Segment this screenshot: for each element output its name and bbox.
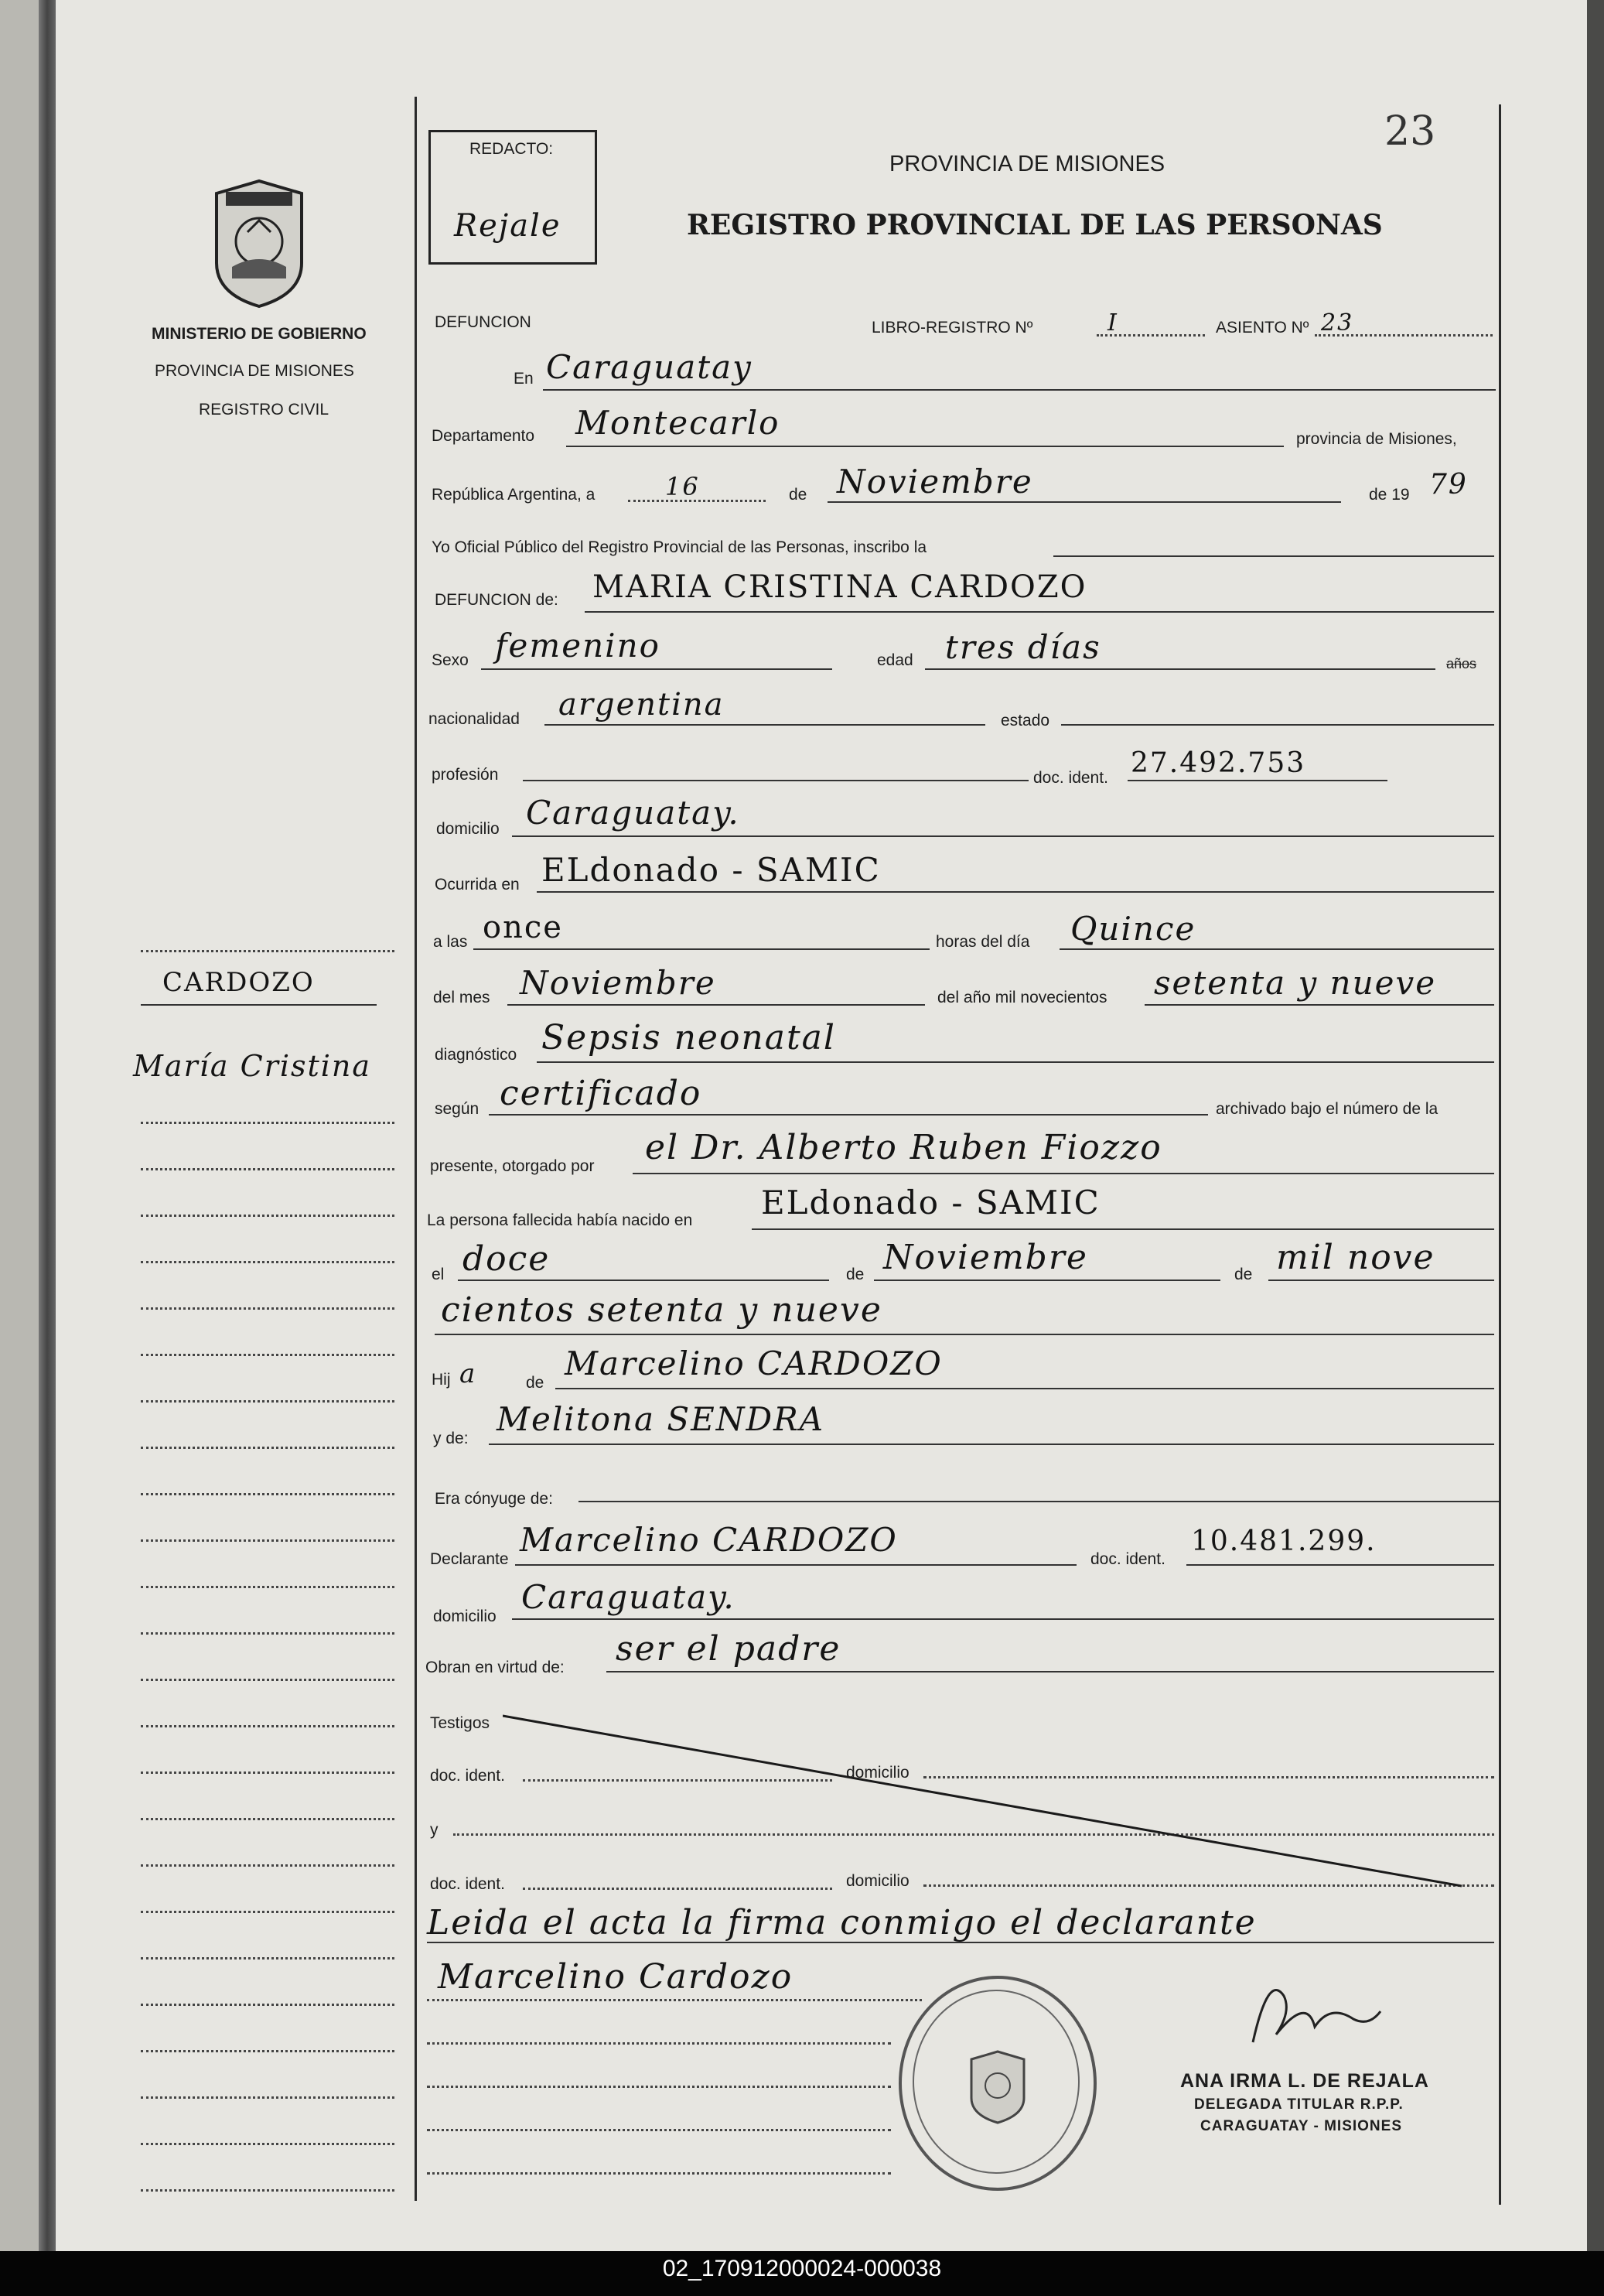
margin-dotted-line (141, 2004, 394, 2006)
dotted-line (427, 1999, 922, 2001)
value-ocurrida: ELdonado - SAMIC (541, 851, 881, 889)
rule-nac-ano2 (435, 1334, 1494, 1335)
label-decl-dom: domicilio (433, 1608, 497, 1625)
margin-dotted-line (141, 1632, 394, 1635)
label-de: de (789, 486, 807, 504)
image-caption: 02_170912000024-000038 (662, 2256, 942, 2281)
rule-mes (828, 501, 1341, 503)
value-hij-suffix: a (459, 1358, 477, 1389)
label-defuncion-head: DEFUNCION (435, 313, 531, 331)
rule-doc-ident (1128, 780, 1387, 781)
rule-segun (489, 1114, 1208, 1116)
rule-dia-letras (1060, 948, 1494, 950)
rule-nacido-en (752, 1228, 1494, 1230)
value-nombre: MARIA CRISTINA CARDOZO (592, 569, 1087, 605)
margin-dotted-line (141, 1354, 394, 1356)
label-diagnostico: diagnóstico (435, 1046, 517, 1064)
label-de-padre: de (526, 1374, 544, 1392)
value-doc-ident: 27.492.753 (1131, 747, 1306, 779)
label-el: el (432, 1266, 445, 1283)
margin-dotted-line (141, 2189, 394, 2192)
rule-nac-ano1 (1268, 1280, 1494, 1281)
label-edad: edad (877, 651, 913, 669)
margin-dotted-line (141, 1539, 394, 1542)
seal-crest-icon (967, 2050, 1029, 2124)
value-nac-ano2: cientos setenta y nueve (441, 1290, 882, 1330)
label-obran: Obran en virtud de: (425, 1659, 565, 1676)
ministry-line1: MINISTERIO DE GOBIERNO (152, 325, 367, 343)
rule-ocurrida (537, 891, 1494, 893)
label-testigo2-doc: doc. ident. (430, 1875, 505, 1893)
rule-obran (606, 1671, 1494, 1672)
rule-conyuge (578, 1501, 1499, 1502)
value-nac-mes: Noviembre (883, 1238, 1088, 1277)
margin-dotted-line (141, 1168, 394, 1170)
rule-yo-oficial (1053, 555, 1494, 557)
value-cierre: Leida el acta la firma conmigo el declarante (427, 1903, 1257, 1942)
label-de-nac: de (846, 1266, 865, 1283)
rule-mes-fall (507, 1004, 925, 1006)
value-sexo: femenino (495, 627, 660, 665)
value-segun: certificado (500, 1074, 702, 1113)
ministry-line2: PROVINCIA DE MISIONES (155, 362, 354, 380)
margin-underline (141, 1004, 377, 1006)
rule-madre (489, 1444, 1494, 1445)
label-republica: República Argentina, a (432, 486, 596, 504)
redacto-label: REDACTO: (469, 140, 554, 158)
label-hij: Hij (432, 1371, 451, 1389)
label-defuncion-de: DEFUNCION de: (435, 591, 558, 609)
label-doc-ident: doc. ident. (1033, 769, 1108, 787)
label-domicilio: domicilio (436, 820, 500, 838)
margin-dotted-line (141, 2050, 394, 2052)
rule-edad (925, 668, 1435, 670)
value-madre: Melitona SENDRA (497, 1400, 825, 1438)
rule-ano-fall (1145, 1004, 1494, 1006)
value-ano-fall: setenta y nueve (1154, 964, 1437, 1002)
label-testigo1-dom: domicilio (846, 1764, 910, 1782)
dotted-line (1097, 334, 1205, 337)
left-page-edge (0, 0, 39, 2251)
book-binding (39, 0, 56, 2251)
value-dia-letras: Quince (1070, 910, 1196, 948)
label-declarante: Declarante (430, 1550, 509, 1568)
value-nac-dia: doce (462, 1239, 551, 1279)
margin-dotted-line (141, 1679, 394, 1681)
rule-sexo (481, 668, 832, 670)
label-ocurrida: Ocurrida en (435, 876, 520, 893)
value-nacionalidad: argentina (558, 687, 725, 723)
signatory-name: ANA IRMA L. DE REJALA (1180, 2070, 1429, 2092)
label-del-ano: del año mil novecientos (937, 989, 1107, 1006)
dotted-line (427, 2086, 891, 2088)
value-medico: el Dr. Alberto Ruben Fiozzo (645, 1128, 1162, 1167)
label-libro: LIBRO-REGISTRO Nº (872, 319, 1033, 337)
label-segun: según (435, 1100, 479, 1118)
label-a-las: a las (433, 933, 468, 951)
margin-dotted-line (141, 1400, 394, 1403)
label-testigos: Testigos (430, 1714, 490, 1732)
signatory-title: DELEGADA TITULAR R.P.P. (1194, 2096, 1404, 2113)
margin-given-name: María Cristina (133, 1049, 372, 1083)
label-presente: presente, otorgado por (430, 1157, 595, 1175)
dotted-line (628, 500, 766, 502)
ministry-line3: REGISTRO CIVIL (199, 401, 329, 419)
rule-nac-dia (458, 1280, 829, 1281)
value-mes-fall: Noviembre (520, 964, 716, 1002)
strike-through-line (503, 1710, 1469, 1895)
rule-medico (633, 1173, 1494, 1174)
official-seal (899, 1976, 1097, 2191)
value-nac-ano1: mil nove (1276, 1238, 1435, 1277)
rule-profesion (523, 780, 1029, 781)
page-number: 23 (1384, 108, 1436, 155)
margin-dotted-line (141, 1957, 394, 1959)
label-testigo2-dom: domicilio (846, 1872, 910, 1890)
rule-diagnostico (537, 1061, 1494, 1063)
label-nacionalidad: nacionalidad (428, 710, 520, 728)
label-y-de: y de: (433, 1430, 469, 1447)
label-provincia: provincia de Misiones, (1296, 430, 1457, 448)
value-declarante: Marcelino CARDOZO (520, 1521, 898, 1559)
right-border-line (1499, 104, 1501, 2205)
value-en: Caraguatay (546, 348, 753, 386)
redacto-value: Rejale (454, 208, 561, 244)
signatory-place: CARAGUATAY - MISIONES (1200, 2118, 1402, 2134)
rule-nacionalidad (544, 724, 985, 726)
rule-cierre (427, 1942, 1494, 1943)
value-departamento: Montecarlo (575, 404, 780, 442)
label-departamento: Departamento (432, 427, 535, 445)
label-nacido: La persona fallecida había nacido en (427, 1211, 693, 1229)
rule-en (543, 389, 1496, 391)
margin-dotted-line (141, 1447, 394, 1449)
rule-estado (1061, 724, 1494, 726)
header-title: REGISTRO PROVINCIAL DE LAS PERSONAS (687, 209, 1383, 241)
value-mes: Noviembre (837, 463, 1033, 501)
rule-domicilio (512, 835, 1494, 837)
label-conyuge: Era cónyuge de: (435, 1490, 553, 1508)
margin-dotted-line (141, 1122, 394, 1124)
label-estado: estado (1001, 712, 1050, 729)
value-decl-dom: Caraguatay. (521, 1578, 735, 1616)
label-del-mes: del mes (433, 989, 490, 1006)
label-sexo: Sexo (432, 651, 469, 669)
value-obran: ser el padre (616, 1629, 841, 1669)
rule-declarante (515, 1564, 1077, 1566)
label-testigo1-doc: doc. ident. (430, 1767, 505, 1785)
label-en: En (514, 370, 534, 388)
header-province: PROVINCIA DE MISIONES (889, 152, 1165, 176)
label-anos: años (1446, 656, 1477, 671)
label-decl-doc: doc. ident. (1090, 1550, 1165, 1568)
label-asiento: ASIENTO Nº (1216, 319, 1309, 337)
value-diagnostico: Sepsis neonatal (541, 1018, 836, 1057)
rule-nac-mes (874, 1280, 1220, 1281)
margin-dotted-line (141, 1215, 394, 1217)
province-crest-icon (209, 178, 309, 311)
value-decl-doc: 10.481.299. (1191, 1526, 1377, 1557)
value-hora: once (483, 910, 563, 945)
label-archivado: archivado bajo el número de la (1216, 1100, 1438, 1118)
value-domicilio: Caraguatay. (526, 794, 740, 832)
official-signature-icon (1237, 1965, 1392, 2065)
value-nacido-en: ELdonado - SAMIC (761, 1184, 1101, 1221)
margin-dotted-line (141, 1818, 394, 1820)
margin-surname: CARDOZO (162, 967, 315, 998)
rule-departamento (566, 446, 1284, 447)
value-firma-declarante: Marcelino Cardozo (438, 1957, 793, 1997)
label-y: y (430, 1821, 439, 1839)
rule-decl-doc (1186, 1564, 1494, 1566)
value-ano: 79 (1429, 469, 1468, 501)
label-de19: de 19 (1369, 486, 1410, 504)
dotted-line (427, 2172, 891, 2175)
value-libro: I (1107, 309, 1118, 337)
dotted-line (1315, 334, 1493, 337)
value-edad: tres días (945, 628, 1101, 666)
margin-dotted-line (141, 1261, 394, 1263)
label-de-nac-ano: de (1234, 1266, 1253, 1283)
margin-dotted-line (141, 1772, 394, 1774)
value-asiento: 23 (1321, 309, 1354, 337)
rule-hora (473, 948, 930, 950)
margin-dotted-line (141, 1307, 394, 1310)
rule-decl-dom (512, 1618, 1494, 1620)
margin-dotted-line (141, 2143, 394, 2145)
dotted-line (427, 2042, 891, 2045)
margin-dotted-line (141, 1586, 394, 1588)
label-yo-oficial: Yo Oficial Público del Registro Provincial de las Personas, inscribo la (432, 538, 927, 556)
margin-dotted-line (141, 950, 394, 952)
margin-dotted-line (141, 1864, 394, 1867)
dotted-line (427, 2129, 891, 2131)
margin-dotted-line (141, 1911, 394, 1913)
margin-dotted-line (141, 1725, 394, 1727)
label-horas-dia: horas del día (936, 933, 1030, 951)
redacto-box (428, 130, 597, 265)
value-padre: Marcelino CARDOZO (565, 1344, 943, 1382)
margin-dotted-line (141, 2096, 394, 2099)
margin-dotted-line (141, 1493, 394, 1495)
value-dia: 16 (665, 472, 700, 501)
label-profesion: profesión (432, 766, 499, 784)
rule-padre (555, 1388, 1494, 1389)
rule-nombre (585, 611, 1494, 613)
left-border-line (415, 97, 417, 2201)
